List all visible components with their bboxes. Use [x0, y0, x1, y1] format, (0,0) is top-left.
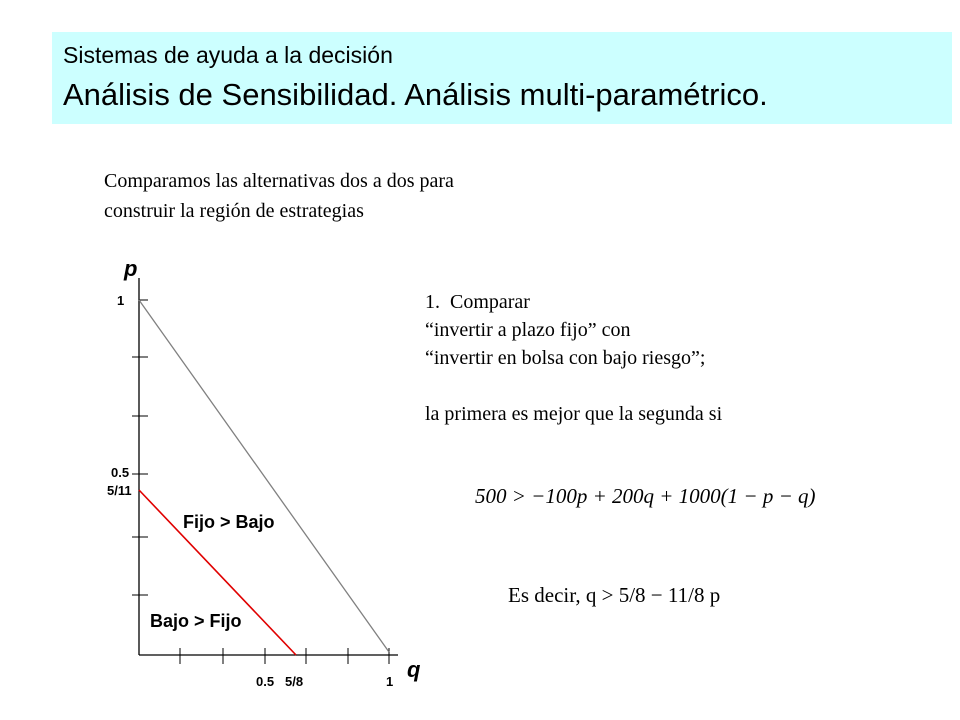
q-tick-label-05: 0.5 — [256, 674, 275, 689]
simplex-boundary-line — [139, 300, 389, 652]
p-tick-label-5-11: 5/11 — [107, 483, 132, 498]
step-line-4: la primera es mejor que la segunda si — [425, 403, 723, 425]
q-tick-label-1: 1 — [386, 674, 394, 689]
step-line-2: “invertir a plazo fijo” con — [425, 319, 631, 341]
inequality: 500 > −100p + 200q + 1000(1 − p − q) — [475, 484, 816, 508]
intro-line-2: construir la región de estrategias — [104, 200, 364, 222]
slide-title: Análisis de Sensibilidad. Análisis multi-paramétrico. — [63, 77, 768, 112]
p-tick-label-1: 1 — [117, 293, 125, 308]
p-axis-ticks — [132, 300, 148, 595]
q-tick-label-5-8: 5/8 — [285, 674, 304, 689]
region-label-fijo-better: Fijo > Bajo — [183, 512, 275, 532]
step-number: 1. — [425, 291, 440, 313]
q-axis-label: q — [407, 657, 421, 682]
step-line-3: “invertir en bolsa con bajo riesgo”; — [425, 347, 706, 369]
p-tick-label-05: 0.5 — [111, 465, 130, 480]
p-axis-label: p — [124, 256, 138, 281]
region-label-bajo-better: Bajo > Fijo — [150, 611, 242, 631]
result-text: Es decir, q > 5/8 − 11/8 p — [508, 583, 721, 607]
step-label: Comparar — [450, 291, 530, 313]
q-axis-ticks — [180, 648, 389, 664]
intro-line-1: Comparamos las alternativas dos a dos para — [104, 170, 454, 192]
slide-subtitle: Sistemas de ayuda a la decisión — [63, 42, 393, 68]
